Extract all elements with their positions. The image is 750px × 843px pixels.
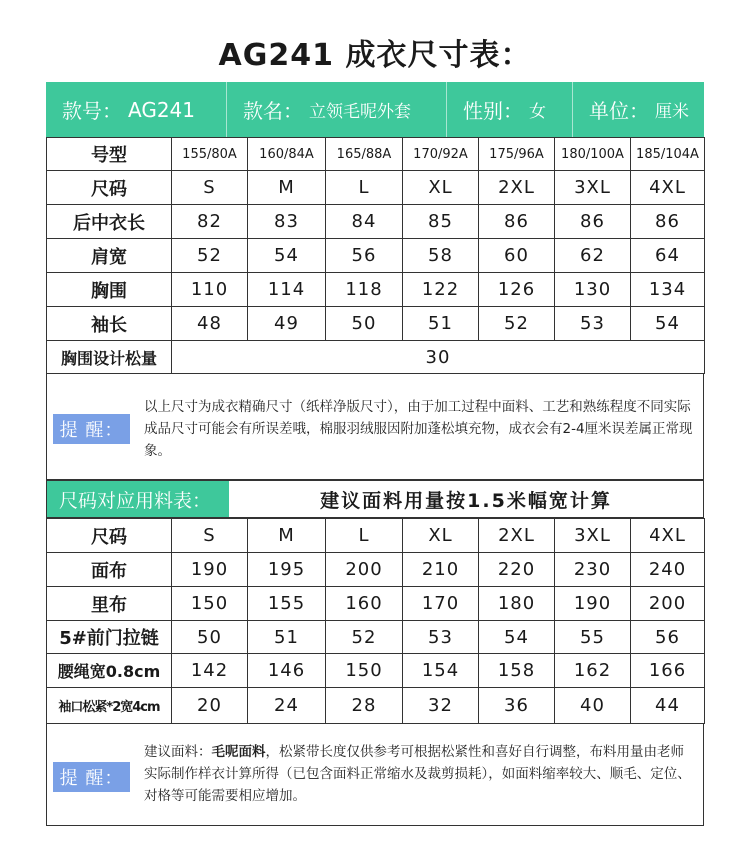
style-number-key: 款号： <box>62 99 122 123</box>
table-cell: 170/92A <box>403 138 479 171</box>
table-cell: 55 <box>555 621 631 654</box>
table-cell: 185/104A <box>631 138 705 171</box>
row-label: 号型 <box>47 138 172 171</box>
gender-value: 女 <box>529 102 546 122</box>
note-prefix: 建议面料： <box>144 744 212 760</box>
page-title: AG241 成衣尺寸表： <box>218 38 532 73</box>
table-cell: M <box>248 519 326 553</box>
table-cell: 150 <box>172 587 248 621</box>
row-label: 5#前门拉链 <box>47 621 172 654</box>
table-cell: 166 <box>631 654 705 688</box>
table-cell: 130 <box>555 273 631 307</box>
table-cell: 146 <box>248 654 326 688</box>
table-cell: 50 <box>172 621 248 654</box>
table-cell: 52 <box>326 621 403 654</box>
row-label: 袖长 <box>47 307 172 341</box>
table-cell: 190 <box>555 587 631 621</box>
ease-label: 胸围设计松量 <box>47 341 172 374</box>
table-cell: 4XL <box>631 519 705 553</box>
table-row <box>47 307 705 341</box>
table-cell: 162 <box>555 654 631 688</box>
style-number-cell <box>46 82 227 137</box>
table-cell: 175/96A <box>479 138 555 171</box>
size-table <box>46 137 705 374</box>
table-row <box>47 205 705 239</box>
table-cell: 170 <box>403 587 479 621</box>
unit-cell <box>573 82 704 137</box>
table-cell: 24 <box>248 688 326 724</box>
ease-value: 30 <box>172 341 705 374</box>
table-row <box>47 654 705 688</box>
table-cell: 190 <box>172 553 248 587</box>
table-row <box>47 171 705 205</box>
table-cell: 83 <box>248 205 326 239</box>
table-row <box>47 519 705 553</box>
table-cell: 180/100A <box>555 138 631 171</box>
table-cell: 54 <box>631 307 705 341</box>
table-cell: 2XL <box>479 171 555 205</box>
table-cell: XL <box>403 171 479 205</box>
table-cell: 134 <box>631 273 705 307</box>
table-cell: S <box>172 519 248 553</box>
table-cell: 58 <box>403 239 479 273</box>
style-number-value: AG241 <box>128 97 196 122</box>
table-cell: 114 <box>248 273 326 307</box>
table-cell: 220 <box>479 553 555 587</box>
table-cell: 32 <box>403 688 479 724</box>
table-cell: 48 <box>172 307 248 341</box>
table-cell: L <box>326 171 403 205</box>
table-row <box>47 621 705 654</box>
reminder-badge: 提 醒： <box>53 762 130 792</box>
table-cell: 160/84A <box>248 138 326 171</box>
table-cell: 52 <box>172 239 248 273</box>
size-note-text: 以上尺寸为成衣精确尺寸（纸样净版尺寸），由于加工过程中面料、工艺和熟练程度不同实际成品尺寸可能会有所误差哦，棉服羽绒服因附加蓬松填充物，成衣会有2-4厘米误差属正常现象。 <box>144 399 693 459</box>
table-cell: 154 <box>403 654 479 688</box>
table-cell: 82 <box>172 205 248 239</box>
row-label: 面布 <box>47 553 172 587</box>
unit-value: 厘米 <box>655 102 689 122</box>
table-row <box>47 239 705 273</box>
table-cell: 165/88A <box>326 138 403 171</box>
table-cell: 4XL <box>631 171 705 205</box>
table-cell: 160 <box>326 587 403 621</box>
table-cell: 86 <box>631 205 705 239</box>
table-cell: 50 <box>326 307 403 341</box>
row-label: 胸围 <box>47 273 172 307</box>
table-cell: 155 <box>248 587 326 621</box>
table-cell: 51 <box>248 621 326 654</box>
table-cell: 122 <box>403 273 479 307</box>
table-row <box>47 138 705 171</box>
table-cell: 49 <box>248 307 326 341</box>
table-cell: M <box>248 171 326 205</box>
table-cell: 158 <box>479 654 555 688</box>
table-cell: 200 <box>631 587 705 621</box>
size-note-box <box>46 373 704 480</box>
product-header-bar <box>46 82 704 137</box>
table-cell: 56 <box>631 621 705 654</box>
table-cell: 200 <box>326 553 403 587</box>
material-table <box>46 518 705 724</box>
table-cell: 210 <box>403 553 479 587</box>
table-row <box>47 273 705 307</box>
material-section-tag: 尺码对应用料表： <box>47 481 229 517</box>
table-row <box>47 688 705 724</box>
row-label: 后中衣长 <box>47 205 172 239</box>
table-cell: 195 <box>248 553 326 587</box>
table-cell: 54 <box>479 621 555 654</box>
table-cell: 44 <box>631 688 705 724</box>
gender-cell <box>447 82 573 137</box>
table-cell: 3XL <box>555 519 631 553</box>
table-cell: 240 <box>631 553 705 587</box>
table-cell: 52 <box>479 307 555 341</box>
table-cell: 51 <box>403 307 479 341</box>
table-cell: 230 <box>555 553 631 587</box>
material-section-subtitle: 建议面料用量按1.5米幅宽计算 <box>320 489 612 512</box>
unit-key: 单位： <box>589 99 649 123</box>
row-label: 尺码 <box>47 519 172 553</box>
table-cell: 85 <box>403 205 479 239</box>
row-label: 里布 <box>47 587 172 621</box>
table-cell: 28 <box>326 688 403 724</box>
style-name-value: 立领毛呢外套 <box>309 102 411 122</box>
reminder-badge: 提 醒： <box>53 414 130 444</box>
table-cell: 60 <box>479 239 555 273</box>
material-note-box <box>46 723 704 826</box>
table-cell: 64 <box>631 239 705 273</box>
note-fabric: 毛呢面料 <box>211 744 266 760</box>
material-note-text <box>144 741 693 807</box>
table-cell: 126 <box>479 273 555 307</box>
table-cell: 84 <box>326 205 403 239</box>
table-cell: 56 <box>326 239 403 273</box>
table-cell: 110 <box>172 273 248 307</box>
table-cell: XL <box>403 519 479 553</box>
table-row <box>47 587 705 621</box>
row-label: 袖口松紧*2宽4cm <box>47 688 172 724</box>
table-cell: 20 <box>172 688 248 724</box>
row-label: 腰绳宽0.8cm <box>47 654 172 688</box>
table-cell: 2XL <box>479 519 555 553</box>
table-cell: 155/80A <box>172 138 248 171</box>
table-cell: 40 <box>555 688 631 724</box>
table-cell: 150 <box>326 654 403 688</box>
style-name-key: 款名： <box>243 99 303 123</box>
table-cell: 54 <box>248 239 326 273</box>
gender-key: 性别： <box>463 99 523 123</box>
row-label: 肩宽 <box>47 239 172 273</box>
style-name-cell <box>227 82 447 137</box>
table-cell: 86 <box>555 205 631 239</box>
table-cell: 3XL <box>555 171 631 205</box>
table-cell: 142 <box>172 654 248 688</box>
table-row <box>47 553 705 587</box>
table-cell: 118 <box>326 273 403 307</box>
table-cell: S <box>172 171 248 205</box>
table-cell: 36 <box>479 688 555 724</box>
row-label: 尺码 <box>47 171 172 205</box>
table-cell: 86 <box>479 205 555 239</box>
table-cell: 62 <box>555 239 631 273</box>
material-section-header <box>46 480 704 518</box>
table-cell: L <box>326 519 403 553</box>
table-cell: 53 <box>403 621 479 654</box>
table-row <box>47 341 705 374</box>
note-body: ，松紧带长度仅供参考可根据松紧性和喜好自行调整，布料用量由老师实际制作样衣计算所得（已包含面料正常缩水及裁剪损耗），如面料缩率较大、顺毛、定位、对格等可能需要相应增加。 <box>144 744 691 804</box>
table-cell: 53 <box>555 307 631 341</box>
table-cell: 180 <box>479 587 555 621</box>
